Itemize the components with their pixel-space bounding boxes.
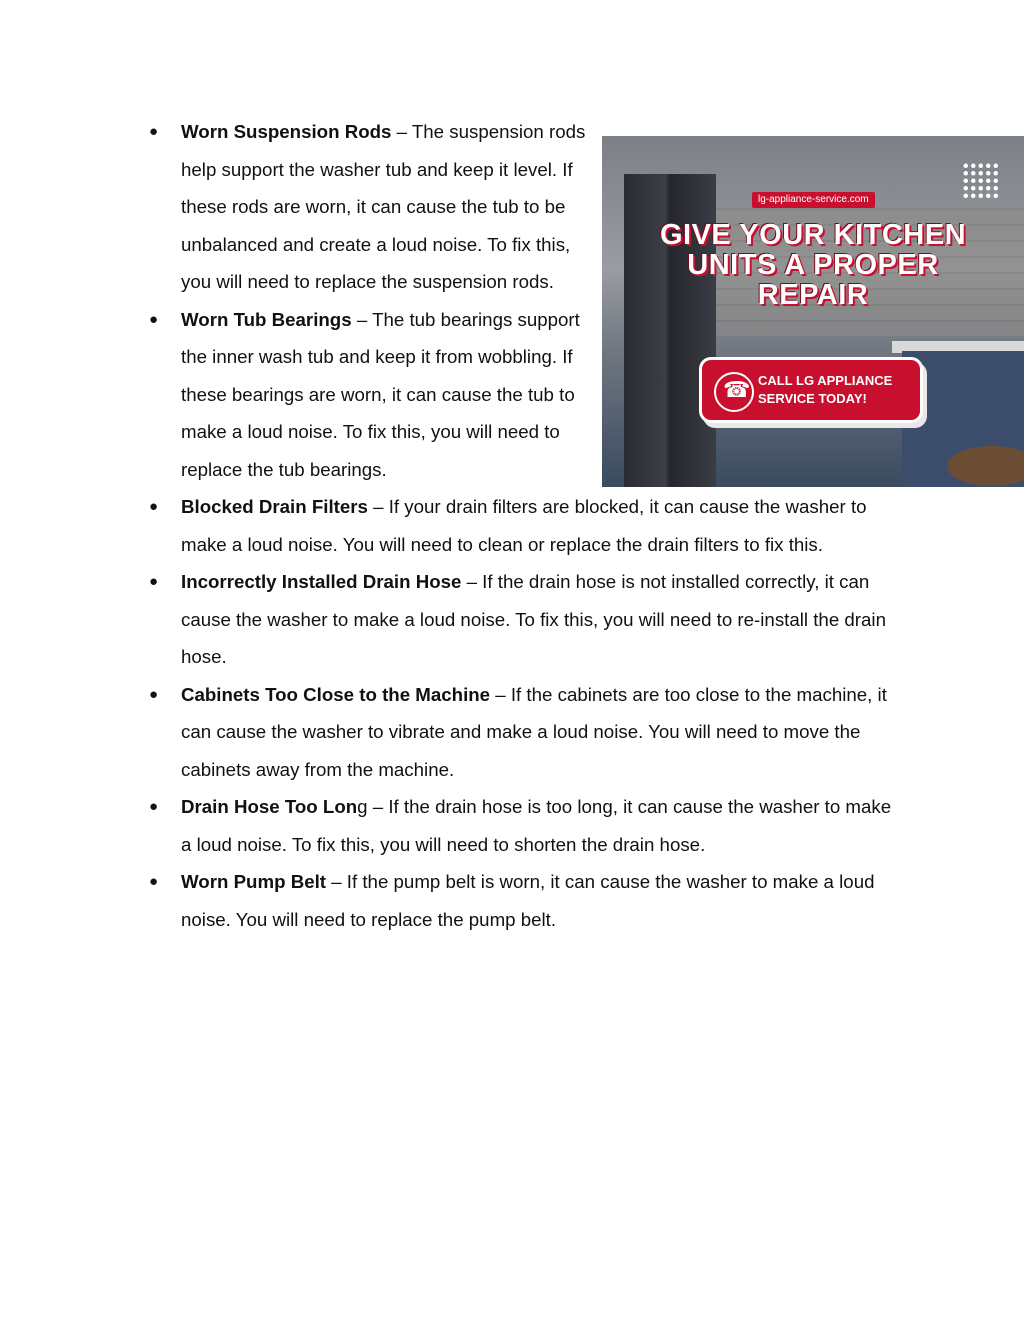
ad-cta-line1: CALL LG APPLIANCE (758, 373, 893, 388)
causes-list (0, 113, 1024, 938)
bullet-icon: ● (149, 573, 159, 590)
item-heading: Worn Pump Belt (181, 871, 327, 892)
list-item (0, 863, 1024, 938)
bullet-icon: ● (149, 798, 159, 815)
bullet-icon: ● (149, 123, 159, 140)
list-item (0, 563, 1024, 676)
item-heading: Blocked Drain Filters (181, 496, 368, 517)
bullet-icon: ● (149, 685, 159, 703)
item-text: – If the pump belt is worn, it can cause the washer to make a loud noise. You will need to replace the pump belt. (181, 871, 875, 930)
item-heading: Worn Suspension Rods (181, 121, 392, 142)
item-text: – If the drain hose is not installed correctly, it can cause the washer to make a loud noise. To fix this, you will need to re-install the drain hose. (181, 571, 886, 667)
bullet-icon: ● (149, 873, 159, 890)
item-heading: Cabinets Too Close to the Machine (181, 683, 491, 705)
item-heading: Incorrectly Installed Drain Hose (181, 571, 462, 592)
list-item (0, 488, 1024, 563)
item-text: – If the cabinets are too close to the machine, it can cause the washer to vibrate and make a loud noise. You will need to move the cabinets away from the machine. (181, 683, 887, 780)
list-item (0, 788, 1024, 863)
bullet-icon: ● (149, 310, 159, 328)
ad-cta-line2: SERVICE TODAY! (758, 391, 867, 406)
item-heading: Worn Tub Bearings (181, 308, 352, 330)
item-text: – If your drain filters are blocked, it can cause the washer to make a loud noise. You will need to clean or replace the drain filters to fix this. (181, 496, 867, 555)
list-item (0, 301, 1024, 489)
list-item (0, 676, 1024, 789)
dot-grid-icon (962, 162, 1000, 200)
item-text: – The tub bearings support the inner wash tub and keep it from wobbling. If these bearings are worn, it can cause the tub to make a loud noise. To fix this, you will need to replace the tub bearings. (181, 308, 580, 480)
ad-headline: GIVE YOUR KITCHEN UNITS A PROPER REPAIR (659, 219, 967, 311)
bullet-icon: ● (149, 498, 159, 515)
ad-site-label: lg-appliance-service.com (752, 192, 875, 208)
item-text: – The suspension rods help support the washer tub and keep it level. If these rods are worn, it can cause the tub to be unbalanced and create a loud noise. To fix this, you will need to replace the suspension rods. (181, 121, 586, 292)
item-text: g – If the drain hose is too long, it can cause the washer to make a loud noise. To fix this, you will need to shorten the drain hose. (181, 796, 892, 855)
item-heading: Drain Hose Too Lon (181, 796, 358, 817)
